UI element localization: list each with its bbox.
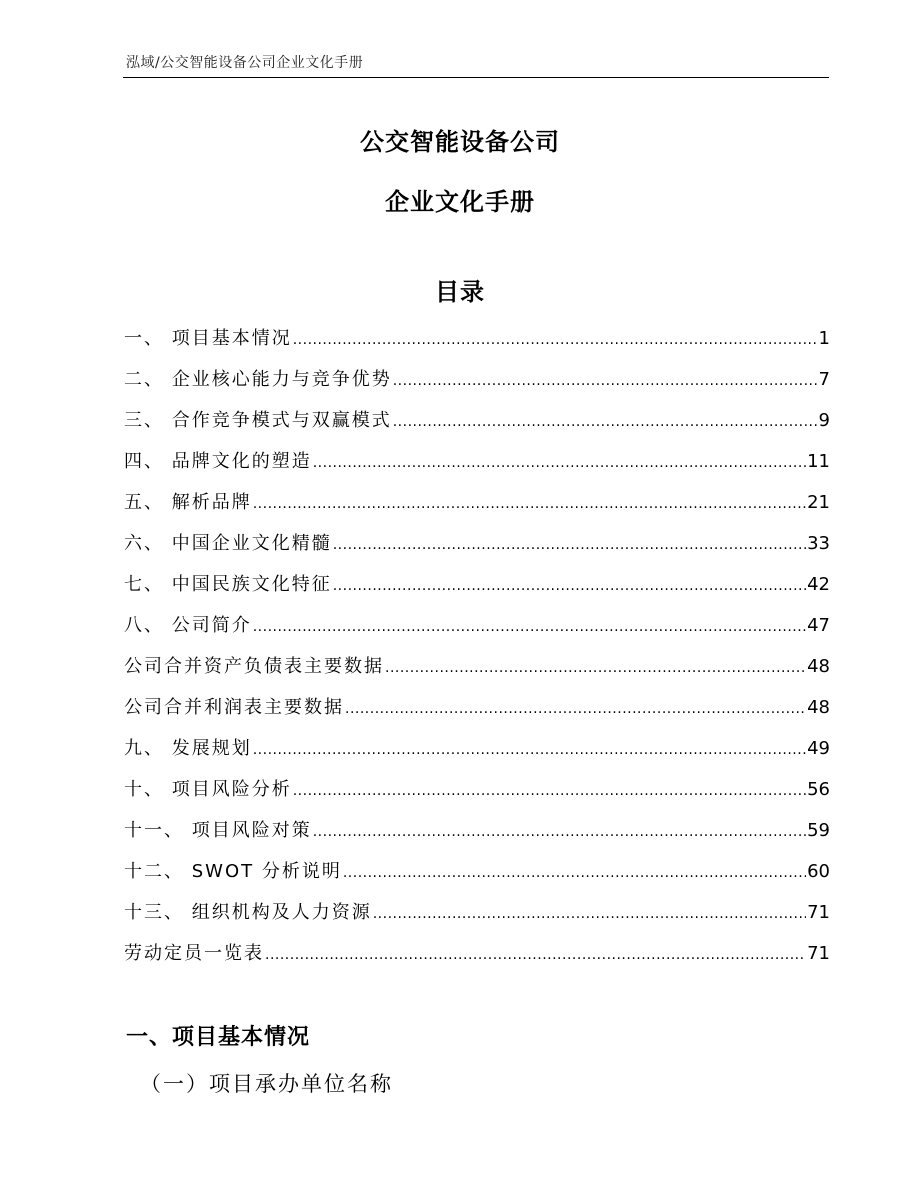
toc-dot-leader xyxy=(313,812,806,853)
toc-page-number: 56 xyxy=(807,779,830,800)
toc-page-number: 42 xyxy=(807,574,830,595)
toc-page-number: 1 xyxy=(818,328,830,349)
toc-page-number: 9 xyxy=(818,410,830,431)
toc-entry-title: 公司合并利润表主要数据 xyxy=(124,697,344,718)
toc-entry[interactable] xyxy=(124,646,830,687)
toc-page-number: 71 xyxy=(807,902,830,923)
toc-entry-title: 四、 品牌文化的塑造 xyxy=(124,451,312,472)
toc-dot-leader xyxy=(253,484,806,525)
toc-entry-title: 十二、 SWOT 分析说明 xyxy=(124,861,342,882)
toc-page-number: 21 xyxy=(807,492,830,513)
section-heading: 一、项目基本情况 xyxy=(126,1025,311,1050)
toc-page-number: 48 xyxy=(807,697,830,718)
toc-dot-leader xyxy=(385,648,806,689)
running-header-text: 泓域/公交智能设备公司企业文化手册 xyxy=(126,55,364,71)
toc-page-number: 48 xyxy=(807,656,830,677)
sub-heading: （一）项目承办单位名称 xyxy=(140,1072,393,1096)
toc-dot-leader xyxy=(293,320,818,361)
toc-page-number: 71 xyxy=(807,943,830,964)
toc-dot-leader xyxy=(393,402,818,443)
toc-dot-leader xyxy=(373,894,806,935)
table-of-contents xyxy=(124,318,830,974)
toc-heading: 目录 xyxy=(435,278,485,306)
toc-entry-title: 公司合并资产负债表主要数据 xyxy=(124,656,384,677)
toc-entry[interactable] xyxy=(124,892,830,933)
toc-dot-leader xyxy=(333,525,806,566)
toc-entry-title: 三、 合作竞争模式与双赢模式 xyxy=(124,410,392,431)
document-title: 企业文化手册 xyxy=(385,188,535,216)
toc-entry[interactable] xyxy=(124,933,830,974)
toc-dot-leader xyxy=(343,853,806,894)
toc-entry-title: 二、 企业核心能力与竞争优势 xyxy=(124,369,392,390)
toc-dot-leader xyxy=(253,730,806,771)
toc-entry-title: 六、 中国企业文化精髓 xyxy=(124,533,332,554)
toc-entry[interactable] xyxy=(124,482,830,523)
toc-entry[interactable] xyxy=(124,769,830,810)
toc-entry-title: 七、 中国民族文化特征 xyxy=(124,574,332,595)
toc-entry-title: 十一、 项目风险对策 xyxy=(124,820,312,841)
toc-page-number: 33 xyxy=(807,533,830,554)
header-divider xyxy=(123,77,829,78)
toc-dot-leader xyxy=(265,935,806,976)
toc-entry-title: 八、 公司简介 xyxy=(124,615,252,636)
toc-dot-leader xyxy=(345,689,806,730)
toc-entry-title: 九、 发展规划 xyxy=(124,738,252,759)
toc-entry[interactable] xyxy=(124,400,830,441)
toc-entry-title: 五、 解析品牌 xyxy=(124,492,252,513)
toc-page-number: 60 xyxy=(807,861,830,882)
toc-entry[interactable] xyxy=(124,728,830,769)
toc-dot-leader xyxy=(313,443,806,484)
toc-page-number: 7 xyxy=(818,369,830,390)
toc-entry[interactable] xyxy=(124,851,830,892)
toc-entry[interactable] xyxy=(124,605,830,646)
toc-entry[interactable] xyxy=(124,523,830,564)
toc-entry[interactable] xyxy=(124,687,830,728)
toc-entry[interactable] xyxy=(124,441,830,482)
toc-entry-title: 十三、 组织机构及人力资源 xyxy=(124,902,372,923)
toc-page-number: 47 xyxy=(807,615,830,636)
toc-page-number: 49 xyxy=(807,738,830,759)
toc-entry-title: 十、 项目风险分析 xyxy=(124,779,292,800)
toc-dot-leader xyxy=(333,566,806,607)
toc-entry-title: 劳动定员一览表 xyxy=(124,943,264,964)
toc-entry[interactable] xyxy=(124,318,830,359)
toc-entry[interactable] xyxy=(124,810,830,851)
toc-dot-leader xyxy=(293,771,806,812)
toc-entry[interactable] xyxy=(124,564,830,605)
toc-dot-leader xyxy=(393,361,818,402)
toc-entry-title: 一、 项目基本情况 xyxy=(124,328,292,349)
toc-page-number: 11 xyxy=(807,451,830,472)
toc-entry[interactable] xyxy=(124,359,830,400)
company-title: 公交智能设备公司 xyxy=(360,128,560,156)
toc-dot-leader xyxy=(253,607,806,648)
toc-page-number: 59 xyxy=(807,820,830,841)
